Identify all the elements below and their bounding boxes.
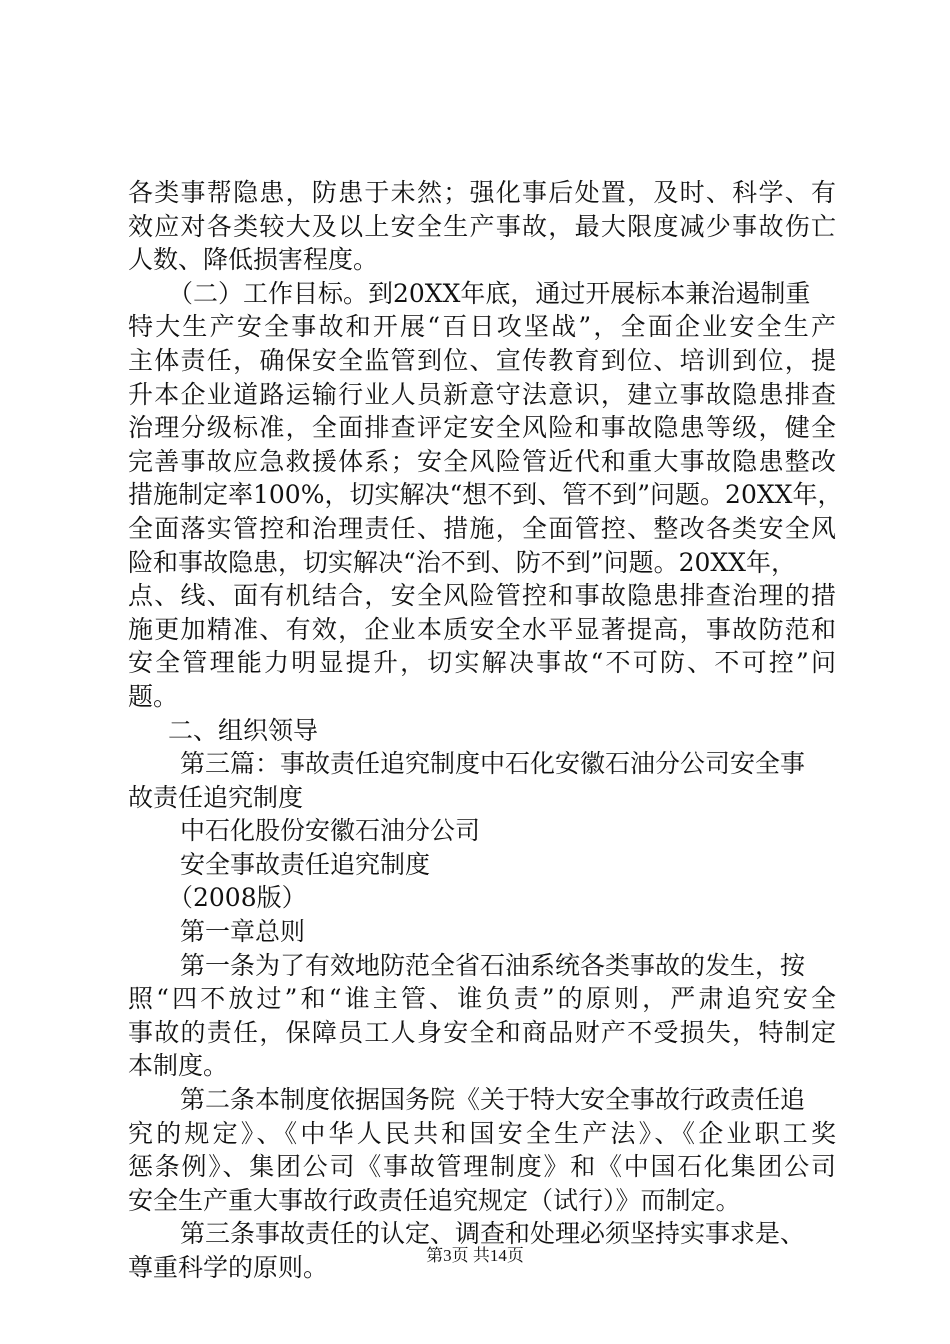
text-line: 第一章总则 (180, 917, 306, 947)
text-line: 第三条事故责任的认定、调查和处理必须坚持实事求是、 (180, 1219, 806, 1249)
text-line: 尊重科学的原则。 (128, 1253, 329, 1282)
text-line: 升本企业道路运输行业人员新意守法意识，建立事故隐患排查 (128, 379, 836, 409)
text-line: 治理分级标准，全面排查评定安全风险和事故隐患等级，健全 (128, 413, 836, 443)
text-line: 中石化股份安徽石油分公司 (180, 816, 481, 846)
text-line: 事故的责任，保障员工人身安全和商品财产不受损失，特制定 (128, 1017, 836, 1047)
text-line: 安全生产重大事故行政责任追究规定（试行）》而制定。 (128, 1185, 741, 1215)
text-line: 各类事帮隐患，防患于未然；强化事后处置，及时、科学、有 (128, 178, 836, 207)
text-line: 本制度。 (128, 1051, 229, 1081)
text-line: 全面落实管控和治理责任、措施，全面管控、整改各类安全风 (128, 513, 836, 543)
text-line: 故责任追究制度 (128, 782, 304, 812)
text-line: 险和事故隐患，切实解决“治不到、防不到”问题。20XX年， (128, 547, 796, 577)
text-line: 效应对各类较大及以上安全生产事故，最大限度减少事故伤亡 (128, 211, 836, 241)
text-line: 第三篇：事故责任追究制度中石化安徽石油分公司安全事 (180, 749, 806, 779)
text-line: 安全事故责任追究制度 (180, 849, 431, 879)
text-line: 题。 (128, 681, 179, 711)
text-line: 措施制定率100%，切实解决“想不到、管不到”问题。20XX年， (128, 480, 843, 510)
text-line: 第二条本制度依据国务院《关于特大安全事故行政责任追 (180, 1085, 806, 1115)
text-line: 人数、降低损害程度。 (128, 245, 379, 275)
document-body (128, 176, 843, 1285)
text-line: （二）工作目标。到20XX年底，通过开展标本兼治遏制重 (168, 278, 811, 308)
text-line: 究的规定》、《中华人民共和国安全生产法》、《企业职工奖 (128, 1118, 836, 1148)
text-line: 照“四不放过”和“谁主管、谁负责”的原则，严肃追究安全 (128, 984, 836, 1014)
text-line: 完善事故应急救援体系；安全风险管近代和重大事故隐患整改 (128, 446, 836, 476)
text-line: 施更加精准、有效，企业本质安全水平显著提高，事故防范和 (128, 614, 836, 644)
section-heading: 二、组织领导 (168, 715, 319, 745)
text-line: 惩条例》、集团公司《事故管理制度》和《中国石化集团公司 (128, 1152, 836, 1182)
text-line: 特大生产安全事故和开展“百日攻坚战”，全面企业安全生产 (128, 312, 836, 342)
page-footer: 第3页 共14页 (426, 1246, 524, 1265)
text-line: 第一条为了有效地防范全省石油系统各类事故的发生，按 (180, 950, 806, 980)
text-line: 主体责任，确保安全监管到位、宣传教育到位、培训到位，提 (128, 345, 836, 375)
text-line: （2008版） (168, 883, 307, 913)
text-line: 安全管理能力明显提升，切实解决事故“不可防、不可控”问 (128, 648, 836, 678)
text-line: 点、线、面有机结合，安全风险管控和事故隐患排查治理的措 (128, 581, 836, 611)
